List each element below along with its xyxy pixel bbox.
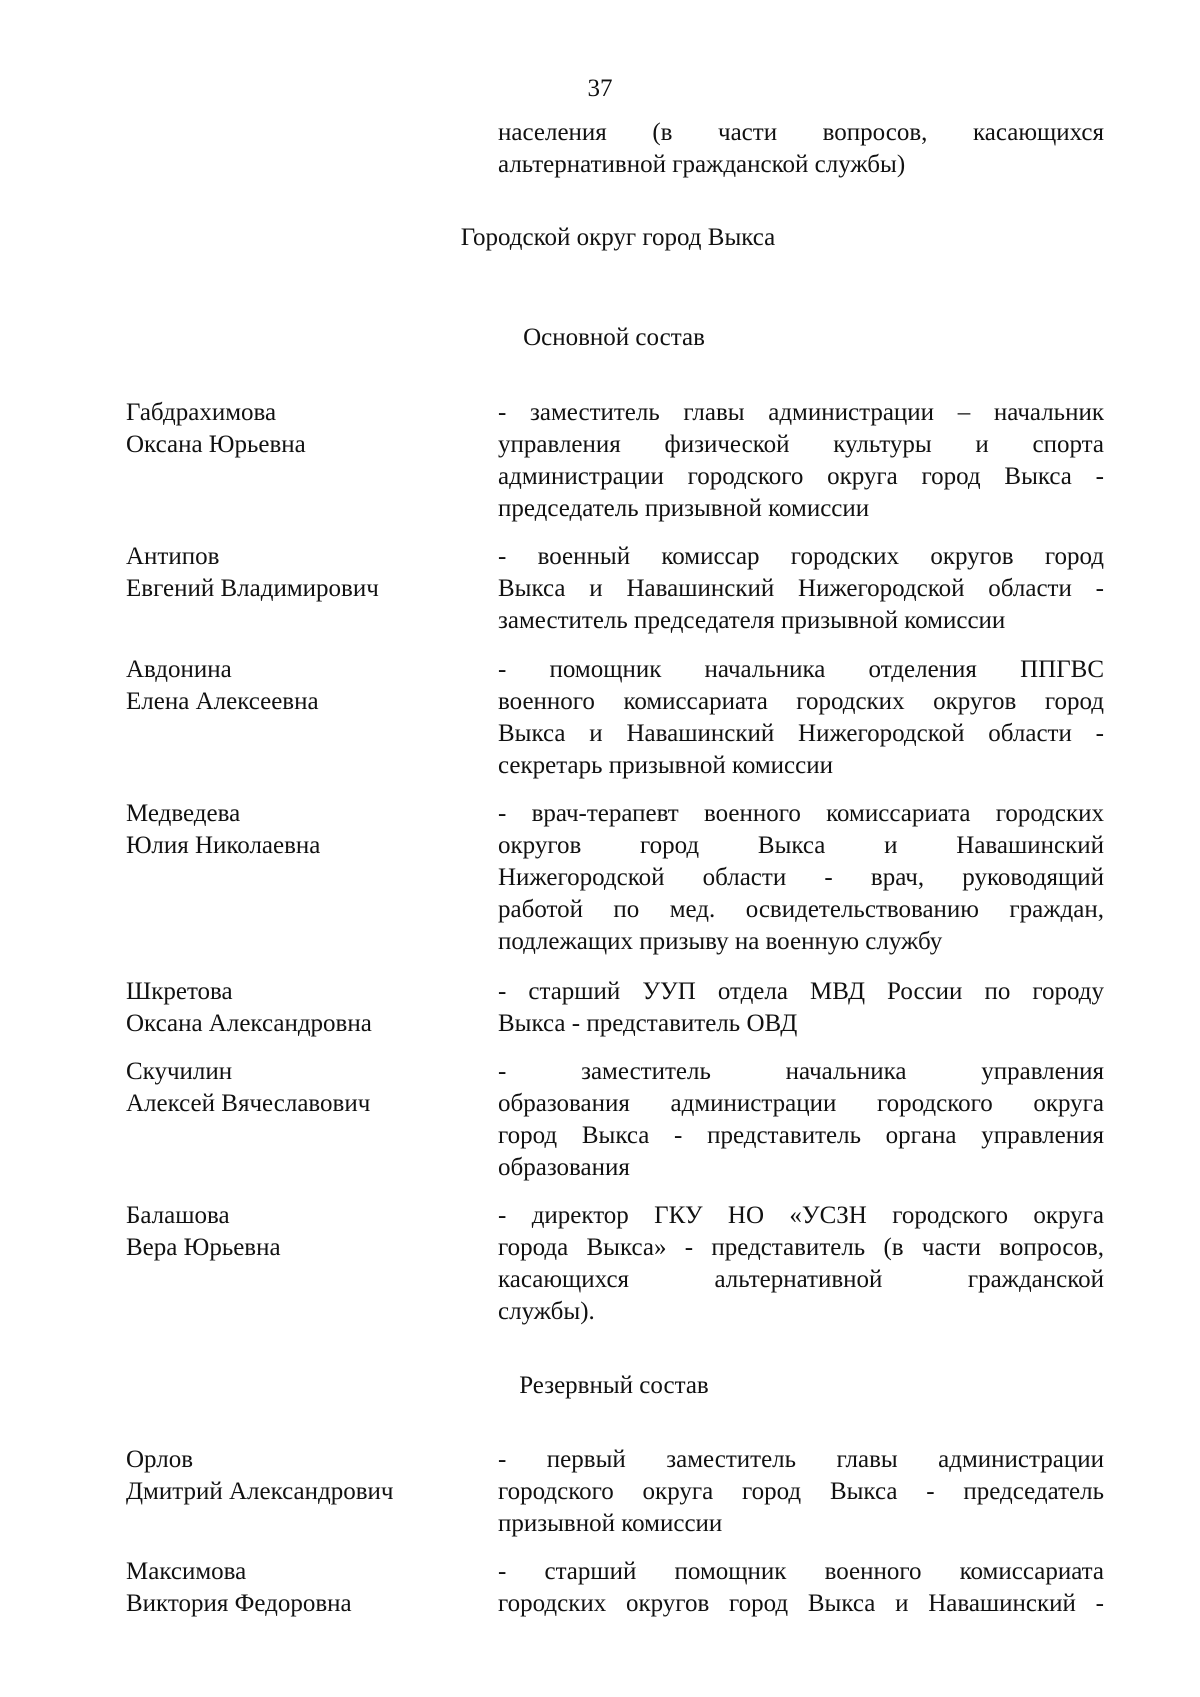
member-name xyxy=(126,397,486,461)
intro-line: населения (в части вопросов, касающихся xyxy=(498,119,1104,146)
member-given-names: Евгений Владимирович xyxy=(126,575,379,602)
member-name xyxy=(126,654,486,718)
member-surname: Габдрахимова xyxy=(126,399,277,426)
role-line: военного комиссариата городских округов город xyxy=(498,688,1104,715)
role-line: подлежащих призыву на военную службу xyxy=(498,928,943,955)
role-line: - заместитель начальника управления xyxy=(498,1058,1104,1085)
member-given-names: Вера Юрьевна xyxy=(126,1234,281,1261)
role-line: администрации городского округа город Выкса - xyxy=(498,463,1104,490)
role-line: - заместитель главы администрации – начальник xyxy=(498,399,1104,426)
main-composition-heading: Основной состав xyxy=(523,324,705,351)
role-line: города Выкса» - представитель (в части вопросов, xyxy=(498,1234,1104,1261)
role-line: - старший помощник военного комиссариата xyxy=(498,1558,1104,1585)
member-role xyxy=(498,798,1104,958)
member-role xyxy=(498,976,1104,1040)
role-line: - помощник начальника отделения ППГВС xyxy=(498,656,1104,683)
member-name xyxy=(126,1556,486,1620)
member-role xyxy=(498,1556,1104,1620)
member-given-names: Оксана Юрьевна xyxy=(126,431,306,458)
member-surname: Авдонина xyxy=(126,656,232,683)
role-line: город Выкса - представитель органа управления xyxy=(498,1122,1104,1149)
member-role xyxy=(498,1056,1104,1184)
member-surname: Антипов xyxy=(126,543,220,570)
member-given-names: Дмитрий Александрович xyxy=(126,1478,394,1505)
member-role xyxy=(498,654,1104,782)
member-surname: Скучилин xyxy=(126,1058,233,1085)
role-line: - врач-терапевт военного комиссариата городских xyxy=(498,800,1104,827)
member-given-names: Виктория Федоровна xyxy=(126,1590,352,1617)
member-role xyxy=(498,1444,1104,1540)
member-name xyxy=(126,798,486,862)
role-line: - старший УУП отдела МВД России по городу xyxy=(498,978,1104,1005)
page-number: 37 xyxy=(587,75,613,102)
member-surname: Максимова xyxy=(126,1558,247,1585)
role-line: Нижегородской области - врач, руководящий xyxy=(498,864,1104,891)
member-role xyxy=(498,1200,1104,1328)
member-given-names: Юлия Николаевна xyxy=(126,832,321,859)
role-line: городских округов город Выкса и Навашинский - xyxy=(498,1590,1104,1617)
role-line: заместитель председателя призывной комиссии xyxy=(498,607,1006,634)
member-given-names: Оксана Александровна xyxy=(126,1010,372,1037)
role-line: касающихся альтернативной гражданской xyxy=(498,1266,1104,1293)
member-role xyxy=(498,541,1104,637)
role-line: образования xyxy=(498,1154,630,1181)
role-line: округов город Выкса и Навашинский xyxy=(498,832,1104,859)
role-line: городского округа город Выкса - председатель xyxy=(498,1478,1104,1505)
member-surname: Медведева xyxy=(126,800,241,827)
member-name xyxy=(126,541,486,605)
member-given-names: Елена Алексеевна xyxy=(126,688,319,715)
role-line: - военный комиссар городских округов город xyxy=(498,543,1104,570)
role-line: Выкса и Навашинский Нижегородской области - xyxy=(498,575,1104,602)
member-surname: Шкретова xyxy=(126,978,233,1005)
role-line: работой по мед. освидетельствованию граждан, xyxy=(498,896,1104,923)
role-line: службы). xyxy=(498,1298,595,1325)
role-line: секретарь призывной комиссии xyxy=(498,752,834,779)
role-line: призывной комиссии xyxy=(498,1510,723,1537)
member-role xyxy=(498,397,1104,525)
member-name xyxy=(126,1444,486,1508)
role-line: Выкса и Навашинский Нижегородской области - xyxy=(498,720,1104,747)
member-name xyxy=(126,1200,486,1264)
reserve-composition-heading: Резервный состав xyxy=(519,1372,709,1399)
role-line: - директор ГКУ НО «УСЗН городского округа xyxy=(498,1202,1104,1229)
role-line: - первый заместитель главы администрации xyxy=(498,1446,1104,1473)
member-surname: Балашова xyxy=(126,1202,230,1229)
member-given-names: Алексей Вячеславович xyxy=(126,1090,371,1117)
member-name xyxy=(126,1056,486,1120)
role-line: Выкса - представитель ОВД xyxy=(498,1010,798,1037)
intro-continuation xyxy=(498,117,1104,181)
role-line: управления физической культуры и спорта xyxy=(498,431,1104,458)
member-name xyxy=(126,976,486,1040)
role-line: председатель призывной комиссии xyxy=(498,495,870,522)
intro-line: альтернативной гражданской службы) xyxy=(498,151,906,178)
role-line: образования администрации городского округа xyxy=(498,1090,1104,1117)
district-heading: Городской округ город Выкса xyxy=(460,224,776,251)
member-surname: Орлов xyxy=(126,1446,194,1473)
